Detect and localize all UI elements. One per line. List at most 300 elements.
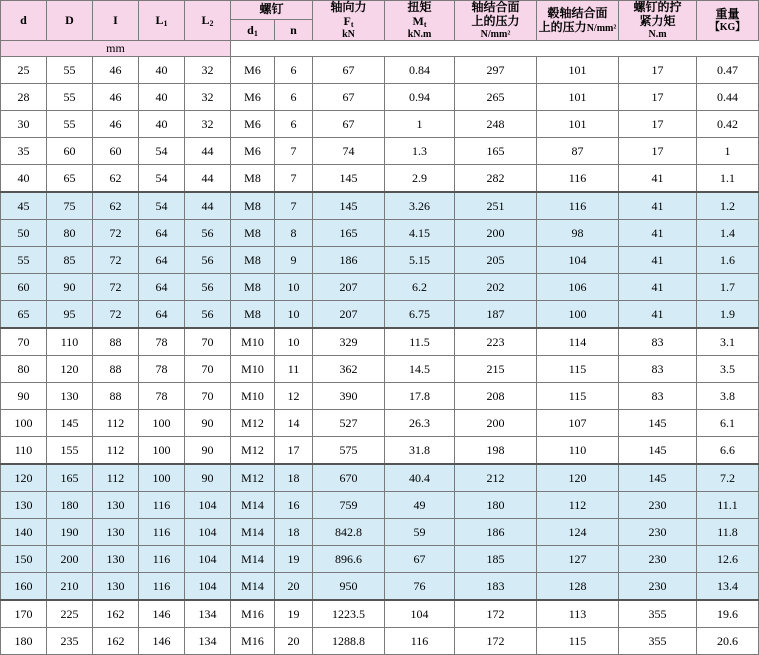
cell: 200 <box>47 546 93 573</box>
cell: M16 <box>231 600 275 628</box>
cell: 1288.8 <box>313 628 385 655</box>
cell: 83 <box>619 356 697 383</box>
cell: 297 <box>455 57 537 84</box>
col-torque-symbol: $M_t$ <box>412 13 427 29</box>
cell: 112 <box>93 410 139 437</box>
cell: 6 <box>275 57 313 84</box>
cell: 17 <box>619 57 697 84</box>
col-weight-line1: 重量 <box>715 7 740 22</box>
cell: 230 <box>619 546 697 573</box>
cell: 32 <box>185 57 231 84</box>
cell: 130 <box>93 546 139 573</box>
cell: 14 <box>275 410 313 437</box>
cell: 3.1 <box>697 328 759 356</box>
cell: 64 <box>139 274 185 301</box>
cell: M8 <box>231 274 275 301</box>
cell: 64 <box>139 301 185 329</box>
cell: 72 <box>93 274 139 301</box>
cell: 355 <box>619 628 697 655</box>
cell: 50 <box>1 220 47 247</box>
cell: 130 <box>93 573 139 601</box>
col-screw-torque-line1: 螺钉的拧 <box>633 0 682 15</box>
cell: 44 <box>185 138 231 165</box>
cell: 41 <box>619 301 697 329</box>
cell: M6 <box>231 111 275 138</box>
cell: 759 <box>313 492 385 519</box>
cell: 18 <box>275 464 313 492</box>
cell: 3.8 <box>697 383 759 410</box>
cell: 90 <box>185 437 231 465</box>
cell: 65 <box>47 165 93 193</box>
cell: 85 <box>47 247 93 274</box>
cell: 200 <box>455 410 537 437</box>
cell: 1.6 <box>697 247 759 274</box>
cell: 165 <box>313 220 385 247</box>
cell: 44 <box>185 192 231 220</box>
cell: 1.9 <box>697 301 759 329</box>
cell: 67 <box>313 84 385 111</box>
table-row <box>1 84 759 111</box>
cell: 104 <box>385 600 455 628</box>
col-L1: $L_1$ <box>139 1 185 41</box>
cell: 55 <box>1 247 47 274</box>
cell: 78 <box>139 328 185 356</box>
col-screw-torque-unit: N.m <box>648 28 667 40</box>
cell: 140 <box>1 519 47 546</box>
cell: 46 <box>93 57 139 84</box>
cell: 200 <box>455 220 537 247</box>
cell: 55 <box>47 111 93 138</box>
cell: 120 <box>47 356 93 383</box>
cell: 185 <box>455 546 537 573</box>
cell: 95 <box>47 301 93 329</box>
cell: 67 <box>313 111 385 138</box>
table-row <box>1 546 759 573</box>
cell: 124 <box>537 519 619 546</box>
cell: 101 <box>537 84 619 111</box>
header-row-1 <box>1 1 759 20</box>
cell: 527 <box>313 410 385 437</box>
cell: 114 <box>537 328 619 356</box>
cell: M8 <box>231 220 275 247</box>
cell: M6 <box>231 84 275 111</box>
cell: 282 <box>455 165 537 193</box>
cell: 72 <box>93 247 139 274</box>
cell: 950 <box>313 573 385 601</box>
cell: 70 <box>185 328 231 356</box>
cell: 106 <box>537 274 619 301</box>
col-shaft-pressure-line1: 轴结合面 <box>471 0 520 15</box>
cell: 72 <box>93 301 139 329</box>
cell: 225 <box>47 600 93 628</box>
cell: 155 <box>47 437 93 465</box>
col-weight <box>697 1 759 41</box>
cell: 362 <box>313 356 385 383</box>
cell: 842.8 <box>313 519 385 546</box>
cell: 90 <box>47 274 93 301</box>
cell: 18 <box>275 519 313 546</box>
cell: M14 <box>231 519 275 546</box>
col-screw-tightening-torque <box>619 1 697 41</box>
cell: 11.8 <box>697 519 759 546</box>
col-shaft-pressure-unit: N/mm² <box>480 28 511 40</box>
col-torque <box>385 1 455 41</box>
col-screw-n: n <box>275 20 313 41</box>
cell: 87 <box>537 138 619 165</box>
cell: 1 <box>385 111 455 138</box>
cell: 104 <box>185 573 231 601</box>
cell: 9 <box>275 247 313 274</box>
unit-label-mm: mm <box>1 41 231 57</box>
cell: 62 <box>93 192 139 220</box>
cell: 145 <box>313 192 385 220</box>
cell: 104 <box>185 492 231 519</box>
cell: 116 <box>385 628 455 655</box>
col-hub-pressure-line1: 毂轴结合面 <box>547 5 608 20</box>
cell: 1223.5 <box>313 600 385 628</box>
cell: 11 <box>275 356 313 383</box>
col-hub-pressure-line2: 上的压力N/mm² <box>538 19 617 34</box>
cell: 8 <box>275 220 313 247</box>
cell: 64 <box>139 220 185 247</box>
cell: 67 <box>313 57 385 84</box>
cell: 187 <box>455 301 537 329</box>
cell: 130 <box>47 383 93 410</box>
cell: 75 <box>47 192 93 220</box>
cell: 70 <box>185 356 231 383</box>
cell: 55 <box>47 57 93 84</box>
cell: 30 <box>1 111 47 138</box>
cell: 101 <box>537 57 619 84</box>
col-axial-force-unit: kN <box>342 28 355 40</box>
cell: 17 <box>619 138 697 165</box>
table-row <box>1 628 759 655</box>
cell: 186 <box>455 519 537 546</box>
cell: 80 <box>47 220 93 247</box>
cell: 45 <box>1 192 47 220</box>
cell: 17 <box>619 111 697 138</box>
cell: 17 <box>619 84 697 111</box>
cell: 41 <box>619 192 697 220</box>
cell: 40 <box>139 111 185 138</box>
cell: 146 <box>139 600 185 628</box>
cell: 172 <box>455 600 537 628</box>
cell: 116 <box>139 519 185 546</box>
col-shaft-pressure-line2: 上的压力 <box>471 13 520 28</box>
cell: 235 <box>47 628 93 655</box>
cell: 670 <box>313 464 385 492</box>
cell: 1.7 <box>697 274 759 301</box>
cell: 1.2 <box>697 192 759 220</box>
cell: 390 <box>313 383 385 410</box>
cell: 116 <box>139 573 185 601</box>
cell: 78 <box>139 356 185 383</box>
cell: 116 <box>537 165 619 193</box>
cell: 212 <box>455 464 537 492</box>
cell: 130 <box>1 492 47 519</box>
cell: 162 <box>93 628 139 655</box>
cell: 88 <box>93 328 139 356</box>
cell: 11.5 <box>385 328 455 356</box>
cell: 110 <box>1 437 47 465</box>
cell: 180 <box>47 492 93 519</box>
cell: M12 <box>231 437 275 465</box>
cell: 14.5 <box>385 356 455 383</box>
col-L1-subscript: 1 <box>163 18 168 28</box>
cell: 40.4 <box>385 464 455 492</box>
cell: 210 <box>47 573 93 601</box>
cell: 112 <box>537 492 619 519</box>
cell: 186 <box>313 247 385 274</box>
cell: 180 <box>1 628 47 655</box>
cell: 2.9 <box>385 165 455 193</box>
cell: 127 <box>537 546 619 573</box>
table-row <box>1 57 759 84</box>
cell: 19 <box>275 600 313 628</box>
cell: 49 <box>385 492 455 519</box>
cell: M10 <box>231 383 275 410</box>
cell: 230 <box>619 492 697 519</box>
cell: 329 <box>313 328 385 356</box>
cell: 20 <box>275 573 313 601</box>
cell: 1 <box>697 138 759 165</box>
cell: 150 <box>1 546 47 573</box>
cell: 104 <box>537 247 619 274</box>
cell: 202 <box>455 274 537 301</box>
cell: 6 <box>275 111 313 138</box>
cell: 10 <box>275 274 313 301</box>
cell: 41 <box>619 165 697 193</box>
cell: 101 <box>537 111 619 138</box>
cell: 83 <box>619 383 697 410</box>
cell: 207 <box>313 301 385 329</box>
cell: 17 <box>275 437 313 465</box>
cell: 0.94 <box>385 84 455 111</box>
table-row <box>1 410 759 437</box>
cell: 355 <box>619 600 697 628</box>
cell: 54 <box>139 192 185 220</box>
cell: 110 <box>47 328 93 356</box>
cell: 112 <box>93 464 139 492</box>
cell: 70 <box>1 328 47 356</box>
col-D: D <box>47 1 93 41</box>
cell: 113 <box>537 600 619 628</box>
table-row <box>1 301 759 329</box>
cell: 10 <box>275 328 313 356</box>
cell: 98 <box>537 220 619 247</box>
cell: 207 <box>313 274 385 301</box>
cell: M8 <box>231 165 275 193</box>
cell: 165 <box>47 464 93 492</box>
table-row <box>1 192 759 220</box>
cell: 128 <box>537 573 619 601</box>
col-shaft-pressure <box>455 1 537 41</box>
cell: 54 <box>139 138 185 165</box>
table-row <box>1 464 759 492</box>
cell: 17.8 <box>385 383 455 410</box>
col-axial-force-line1: 轴向力 <box>330 0 367 14</box>
cell: 1.1 <box>697 165 759 193</box>
cell: 120 <box>537 464 619 492</box>
cell: 0.84 <box>385 57 455 84</box>
cell: 100 <box>139 410 185 437</box>
cell: 32 <box>185 111 231 138</box>
cell: 12.6 <box>697 546 759 573</box>
cell: 107 <box>537 410 619 437</box>
cell: 575 <box>313 437 385 465</box>
cell: 90 <box>1 383 47 410</box>
table-row <box>1 274 759 301</box>
cell: 60 <box>47 138 93 165</box>
cell: 88 <box>93 383 139 410</box>
cell: 165 <box>455 138 537 165</box>
cell: 80 <box>1 356 47 383</box>
cell: 88 <box>93 356 139 383</box>
cell: 130 <box>93 519 139 546</box>
table-row <box>1 111 759 138</box>
cell: 230 <box>619 573 697 601</box>
cell: 56 <box>185 220 231 247</box>
cell: 6.75 <box>385 301 455 329</box>
cell: 44 <box>185 165 231 193</box>
table-row <box>1 220 759 247</box>
col-weight-unit: 【KG】 <box>709 21 746 33</box>
cell: 35 <box>1 138 47 165</box>
cell: 896.6 <box>313 546 385 573</box>
cell: 7 <box>275 138 313 165</box>
cell: 62 <box>93 165 139 193</box>
cell: 40 <box>1 165 47 193</box>
cell: 0.47 <box>697 57 759 84</box>
cell: 7 <box>275 165 313 193</box>
cell: 110 <box>537 437 619 465</box>
cell: M12 <box>231 464 275 492</box>
table-row <box>1 383 759 410</box>
header-row-unit <box>1 41 759 57</box>
cell: 46 <box>93 111 139 138</box>
cell: 56 <box>185 274 231 301</box>
cell: 100 <box>1 410 47 437</box>
cell: M12 <box>231 410 275 437</box>
cell: 13.4 <box>697 573 759 601</box>
cell: 72 <box>93 220 139 247</box>
cell: 134 <box>185 628 231 655</box>
cell: 6.2 <box>385 274 455 301</box>
table-row <box>1 437 759 465</box>
cell: 104 <box>185 519 231 546</box>
cell: 6 <box>275 84 313 111</box>
cell: 198 <box>455 437 537 465</box>
cell: 28 <box>1 84 47 111</box>
cell: 115 <box>537 383 619 410</box>
col-torque-unit: kN.m <box>407 28 432 40</box>
cell: 12 <box>275 383 313 410</box>
cell: M16 <box>231 628 275 655</box>
table-row <box>1 573 759 601</box>
cell: 70 <box>185 383 231 410</box>
cell: 7.2 <box>697 464 759 492</box>
cell: 146 <box>139 628 185 655</box>
cell: M14 <box>231 546 275 573</box>
cell: 6.6 <box>697 437 759 465</box>
cell: 20.6 <box>697 628 759 655</box>
table-row <box>1 492 759 519</box>
cell: 183 <box>455 573 537 601</box>
col-L2-subscript: 2 <box>209 18 214 28</box>
table-header <box>1 1 759 57</box>
cell: 3.5 <box>697 356 759 383</box>
cell: 83 <box>619 328 697 356</box>
cell: 74 <box>313 138 385 165</box>
cell: M10 <box>231 328 275 356</box>
cell: 31.8 <box>385 437 455 465</box>
cell: 26.3 <box>385 410 455 437</box>
col-d: d <box>1 1 47 41</box>
col-torque-line1: 扭矩 <box>407 0 432 14</box>
col-axial-force-symbol: $F_t$ <box>343 13 354 29</box>
cell: 100 <box>537 301 619 329</box>
col-screw-d1: $d_1$ <box>231 20 275 41</box>
cell: 55 <box>47 84 93 111</box>
cell: 78 <box>139 383 185 410</box>
cell: 3.26 <box>385 192 455 220</box>
cell: M14 <box>231 492 275 519</box>
cell: 16 <box>275 492 313 519</box>
cell: 0.44 <box>697 84 759 111</box>
cell: 41 <box>619 274 697 301</box>
table-row <box>1 165 759 193</box>
cell: M14 <box>231 573 275 601</box>
table-row <box>1 247 759 274</box>
table-row <box>1 356 759 383</box>
cell: 145 <box>619 464 697 492</box>
cell: 100 <box>139 464 185 492</box>
col-group-screw: 螺钉 <box>231 1 313 20</box>
cell: 223 <box>455 328 537 356</box>
cell: M6 <box>231 57 275 84</box>
cell: 116 <box>139 492 185 519</box>
cell: 32 <box>185 84 231 111</box>
cell: 145 <box>47 410 93 437</box>
cell: M6 <box>231 138 275 165</box>
cell: 208 <box>455 383 537 410</box>
cell: 5.15 <box>385 247 455 274</box>
cell: 7 <box>275 192 313 220</box>
col-hub-pressure <box>537 1 619 41</box>
table-row <box>1 600 759 628</box>
cell: 59 <box>385 519 455 546</box>
cell: 19.6 <box>697 600 759 628</box>
col-I: I <box>93 1 139 41</box>
cell: M10 <box>231 356 275 383</box>
table-row <box>1 519 759 546</box>
col-screw-torque-line2: 紧力矩 <box>639 13 676 28</box>
cell: 40 <box>139 57 185 84</box>
cell: 56 <box>185 247 231 274</box>
cell: 145 <box>619 410 697 437</box>
table-body <box>1 57 759 655</box>
cell: 130 <box>93 492 139 519</box>
table-row <box>1 138 759 165</box>
cell: M8 <box>231 192 275 220</box>
cell: 134 <box>185 600 231 628</box>
cell: 112 <box>93 437 139 465</box>
cell: 76 <box>385 573 455 601</box>
cell: 100 <box>139 437 185 465</box>
cell: 145 <box>313 165 385 193</box>
cell: 1.3 <box>385 138 455 165</box>
cell: 46 <box>93 84 139 111</box>
